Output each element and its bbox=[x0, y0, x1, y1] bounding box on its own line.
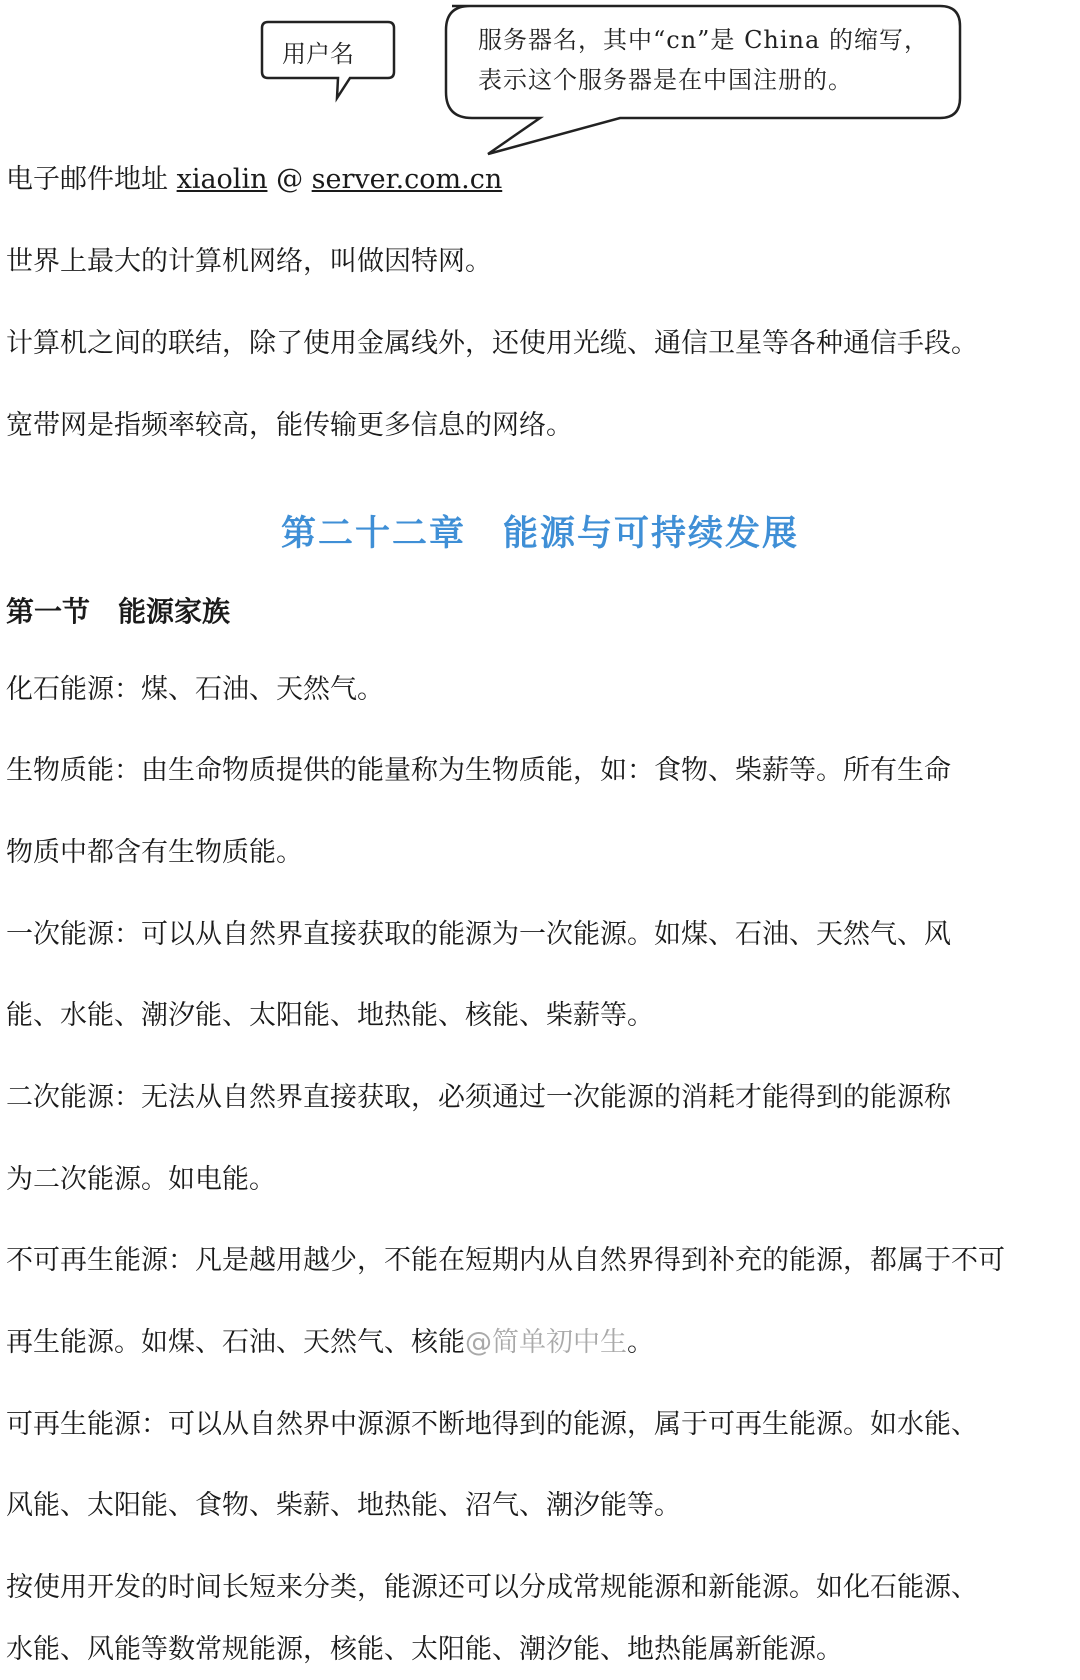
body-line: 能、水能、潮汐能、太阳能、地热能、核能、柴薪等。 bbox=[6, 1000, 654, 1031]
watermark-text: @简单初中生 bbox=[465, 1327, 627, 1358]
email-user: xiaolin bbox=[176, 164, 268, 195]
body-line-text: 再生能源。如煤、石油、天然气、核能 bbox=[6, 1327, 465, 1358]
network-line-1: 世界上最大的计算机网络，叫做因特网。 bbox=[6, 246, 492, 277]
email-address-line bbox=[6, 160, 502, 200]
callout-area bbox=[0, 0, 1080, 170]
body-line: 水能、风能等数常规能源，核能、太阳能、潮汐能、地热能属新能源。 bbox=[6, 1634, 843, 1665]
body-line: 为二次能源。如电能。 bbox=[6, 1164, 276, 1195]
network-line-2: 计算机之间的联结，除了使用金属线外，还使用光缆、通信卫星等各种通信手段。 bbox=[6, 328, 978, 359]
email-server: server.com.cn bbox=[311, 164, 503, 195]
body-line: 物质中都含有生物质能。 bbox=[6, 837, 303, 868]
body-line: 生物质能：由生命物质提供的能量称为生物质能，如：食物、柴薪等。所有生命 bbox=[6, 755, 951, 786]
body-line: 风能、太阳能、食物、柴薪、地热能、沼气、潮汐能等。 bbox=[6, 1490, 681, 1521]
email-at: @ bbox=[276, 164, 304, 195]
email-prefix: 电子邮件地址 bbox=[6, 164, 168, 195]
body-line: 可再生能源：可以从自然界中源源不断地得到的能源，属于可再生能源。如水能、 bbox=[6, 1409, 978, 1440]
network-line-3: 宽带网是指频率较高，能传输更多信息的网络。 bbox=[6, 410, 573, 441]
body-line: 二次能源：无法从自然界直接获取，必须通过一次能源的消耗才能得到的能源称 bbox=[6, 1082, 951, 1113]
body-line: 不可再生能源：凡是越用越少，不能在短期内从自然界得到补充的能源，都属于不可 bbox=[6, 1245, 1005, 1276]
server-label: 服务器名，其中“cn”是 China 的缩写，表示这个服务器是在中国注册的。 bbox=[478, 26, 929, 94]
chapter-title: 第二十二章 能源与可持续发展 bbox=[280, 514, 799, 554]
body-line: 化石能源：煤、石油、天然气。 bbox=[6, 674, 384, 705]
body-line: 一次能源：可以从自然界直接获取的能源为一次能源。如煤、石油、天然气、风 bbox=[6, 919, 951, 950]
body-line-tail: 。 bbox=[627, 1327, 654, 1358]
username-label: 用户名 bbox=[282, 40, 354, 68]
body-line-with-watermark bbox=[6, 1323, 654, 1363]
body-line: 按使用开发的时间长短来分类，能源还可以分成常规能源和新能源。如化石能源、 bbox=[6, 1572, 978, 1603]
section-title: 第一节 能源家族 bbox=[6, 595, 231, 628]
